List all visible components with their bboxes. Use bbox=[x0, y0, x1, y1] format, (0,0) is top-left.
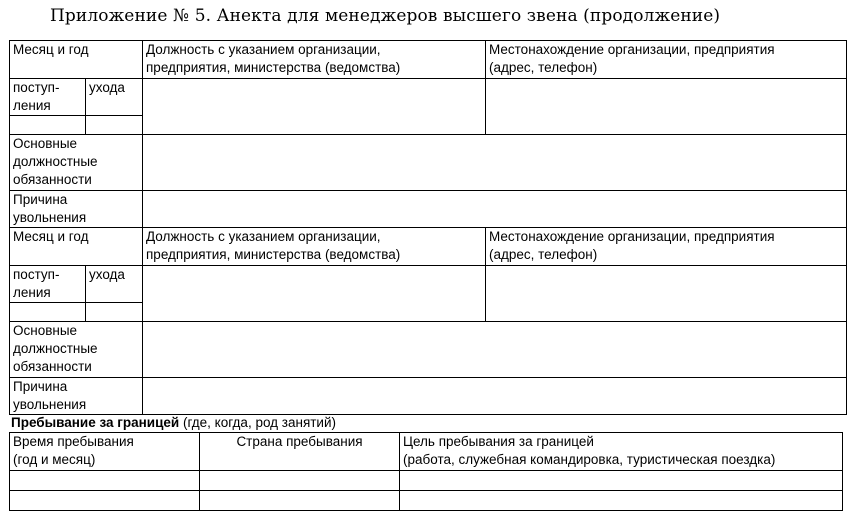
duties-row-1 bbox=[10, 135, 847, 191]
leave-date-field[interactable] bbox=[86, 116, 143, 135]
dismissal-reason-label: Причина увольнения bbox=[10, 378, 143, 415]
position-header: Должность с указанием организации, предприятия, министерства (ведомства) bbox=[143, 228, 486, 266]
abroad-time-header: Время пребывания (год и месяц) bbox=[10, 433, 200, 471]
leave-date-label: ухода bbox=[86, 79, 143, 116]
location-header: Местонахождение организации, предприятия (адрес, телефон) bbox=[486, 41, 847, 79]
abroad-purpose-header: Цель пребывания за границей (работа, служебная командировка, туристическая поездка) bbox=[400, 433, 843, 471]
hire-date-label: поступ- ления bbox=[10, 79, 86, 116]
dismissal-reason-label: Причина увольнения bbox=[10, 191, 143, 228]
abroad-time-field[interactable] bbox=[10, 491, 200, 511]
duties-row-2 bbox=[10, 322, 847, 378]
dismissal-reason-field[interactable] bbox=[143, 191, 847, 228]
reason-row-2 bbox=[10, 378, 847, 415]
abroad-section-heading: Пребывание за границей (где, когда, род занятий) bbox=[11, 415, 337, 430]
position-header: Должность с указанием организации, предприятия, министерства (ведомства) bbox=[143, 41, 486, 79]
month-year-header: Месяц и год bbox=[10, 228, 143, 266]
leave-date-label: ухода bbox=[86, 266, 143, 303]
position-field[interactable] bbox=[143, 266, 486, 322]
employment-header-row-2 bbox=[10, 228, 847, 266]
employment-history-table bbox=[9, 40, 847, 415]
leave-date-field[interactable] bbox=[86, 303, 143, 322]
hire-date-field[interactable] bbox=[10, 116, 86, 135]
duties-label: Основные должностные обязанности bbox=[10, 322, 143, 378]
abroad-row bbox=[10, 491, 843, 511]
hire-date-label: поступ- ления bbox=[10, 266, 86, 303]
document-title: Приложение № 5. Анекта для менеджеров высшего звена (продолжение) bbox=[50, 6, 721, 26]
abroad-time-field[interactable] bbox=[10, 471, 200, 491]
reason-row-1 bbox=[10, 191, 847, 228]
abroad-table bbox=[9, 432, 843, 511]
abroad-country-field[interactable] bbox=[200, 471, 400, 491]
employment-header-row-1 bbox=[10, 41, 847, 79]
dismissal-reason-field[interactable] bbox=[143, 378, 847, 415]
location-field[interactable] bbox=[486, 79, 847, 135]
duties-field[interactable] bbox=[143, 322, 847, 378]
duties-label: Основные должностные обязанности bbox=[10, 135, 143, 191]
employment-dates-row-1 bbox=[10, 79, 847, 116]
location-header: Местонахождение организации, предприятия (адрес, телефон) bbox=[486, 228, 847, 266]
abroad-country-field[interactable] bbox=[200, 491, 400, 511]
position-field[interactable] bbox=[143, 79, 486, 135]
abroad-purpose-field[interactable] bbox=[400, 471, 843, 491]
abroad-purpose-field[interactable] bbox=[400, 491, 843, 511]
abroad-row bbox=[10, 471, 843, 491]
location-field[interactable] bbox=[486, 266, 847, 322]
hire-date-field[interactable] bbox=[10, 303, 86, 322]
month-year-header: Месяц и год bbox=[10, 41, 143, 79]
abroad-country-header: Страна пребывания bbox=[200, 433, 400, 471]
employment-dates-row-2 bbox=[10, 266, 847, 303]
duties-field[interactable] bbox=[143, 135, 847, 191]
abroad-header-row bbox=[10, 433, 843, 471]
